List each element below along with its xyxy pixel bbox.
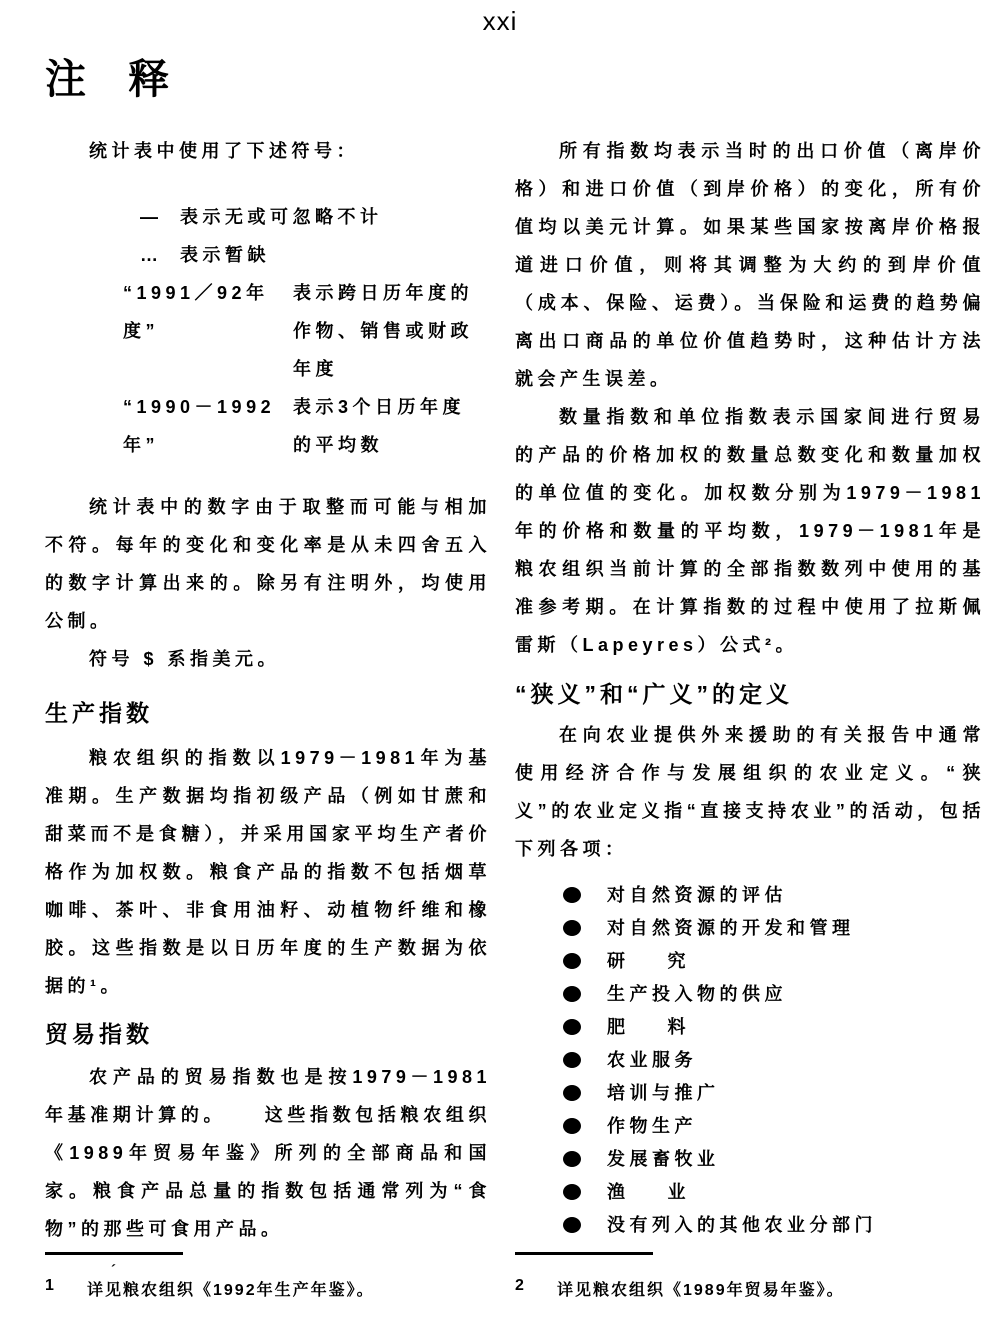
bullet-icon: [563, 1085, 581, 1101]
dollar-paragraph: 符号 $ 系指美元。: [89, 649, 281, 669]
footnote-text: 详见粮农组织《1992年生产年鉴》。: [87, 1282, 375, 1299]
page-title: 注 释: [45, 56, 172, 102]
list-item: [515, 1109, 985, 1142]
symbol-row-split-year: [45, 274, 491, 388]
bullet-icon: [563, 1151, 581, 1167]
footnote-number: 2: [515, 1277, 526, 1294]
bullet-icon: [563, 1052, 581, 1068]
definitions-heading: “狭义”和“广义”的定义: [515, 681, 793, 707]
symbol-meaning: 表示跨日历年度的作物、销售或财政年度: [293, 283, 473, 379]
footnote-rule: [45, 1252, 183, 1255]
agriculture-activities-list: [515, 878, 985, 1241]
list-item-label: 肥 料: [607, 1016, 691, 1037]
symbol-term: “1991／92年度”: [123, 283, 269, 341]
scan-artifact-mark: ´: [111, 1262, 118, 1279]
list-item: [515, 1076, 985, 1109]
list-item-label: 发展畜牧业: [607, 1148, 720, 1169]
left-column: [45, 132, 491, 1248]
trade-index-paragraph: 农产品的贸易指数也是按1979－1981年基准期计算的。 这些指数包括粮农组织《1989年贸易年鉴》所列的全部商品和国家。粮食产品总量的指数包括通常列为“食物”的那些可食用产品。: [45, 1067, 491, 1239]
list-item-label: 研 究: [607, 950, 691, 971]
bullet-icon: [563, 1019, 581, 1035]
list-item: [515, 878, 985, 911]
footnote-rule: [515, 1252, 653, 1255]
bullet-icon: [563, 986, 581, 1002]
bullet-icon: [563, 887, 581, 903]
list-item-label: 农业服务: [607, 1049, 697, 1070]
footnote-line: [45, 1262, 495, 1300]
list-item-label: 对自然资源的评估: [607, 884, 787, 905]
footnote-number: 1: [45, 1277, 56, 1294]
list-item-label: 作物生产: [607, 1115, 697, 1136]
list-item: [515, 1142, 985, 1175]
list-item-label: 培训与推广: [607, 1082, 720, 1103]
symbol-legend: [45, 198, 491, 464]
symbol-row-year-range: [45, 388, 491, 464]
footnote-2: [515, 1252, 985, 1300]
footnote-text: 详见粮农组织《1989年贸易年鉴》。: [557, 1282, 845, 1299]
list-item-label: 没有列入的其他农业分部门: [607, 1214, 877, 1235]
symbol-term: “1990－1992年”: [123, 397, 276, 455]
bullet-icon: [563, 953, 581, 969]
list-item: [515, 1010, 985, 1043]
list-item: [515, 977, 985, 1010]
bullet-icon: [563, 1118, 581, 1134]
symbol-meaning: 表示暂缺: [180, 245, 270, 265]
symbol-meaning: 表示无或可忽略不计: [180, 207, 383, 227]
page-number: xxi: [482, 6, 518, 36]
symbol-row-ellipsis: [45, 236, 491, 274]
list-item: [515, 1175, 985, 1208]
quantity-indices-paragraph: 数量指数和单位指数表示国家间进行贸易的产品的价格加权的数量总数变化和数量加权的单位值的变化。加权数分别为1979－1981年的价格和数量的平均数，1979－1981年是粮农组织当前计算的全部指数数列中使用的基准参考期。在计算指数的过程中使用了拉斯佩雷斯（Lapeyres）公式²。: [515, 407, 985, 655]
list-item: [515, 911, 985, 944]
ellipsis-symbol: …: [140, 245, 163, 265]
symbol-row-dash: [45, 198, 491, 236]
list-item: [515, 1043, 985, 1076]
value-indices-paragraph: 所有指数均表示当时的出口价值（离岸价格）和进口价值（到岸价格）的变化，所有价值均以美元计算。如果某些国家按离岸价格报道进口价值，则将其调整为大约的到岸价值（成本、保险、运费）。当保险和运费的趋势偏离出口商品的单位价值趋势时，这种估计方法就会产生误差。: [515, 141, 985, 389]
footnote-line: [515, 1277, 985, 1300]
list-item-label: 生产投入物的供应: [607, 983, 787, 1004]
production-index-paragraph: 粮农组织的指数以1979－1981年为基准期。生产数据均指初级产品（例如甘蔗和甜菜而不是食糖），并采用国家平均生产者价格作为加权数。粮食产品的指数不包括烟草咖啡、茶叶、非食用油籽、动植物纤维和橡胶。这些指数是以日历年度的生产数据为依据的¹。: [45, 748, 491, 996]
symbol-meaning: 表示3个日历年度的平均数: [293, 397, 466, 455]
rounding-paragraph: 统计表中的数字由于取整而可能与相加不符。每年的变化和变化率是从未四舍五入的数字计算出来的。除另有注明外，均使用公制。: [45, 497, 491, 631]
symbols-intro: 统计表中使用了下述符号：: [89, 141, 359, 161]
list-item: [515, 1208, 985, 1241]
production-index-heading: 生产指数: [45, 700, 153, 726]
trade-index-heading: 贸易指数: [45, 1021, 153, 1047]
dash-symbol: —: [140, 207, 163, 227]
definitions-paragraph: 在向农业提供外来援助的有关报告中通常使用经济合作与发展组织的农业定义。“狭义”的农业定义指“直接支持农业”的活动，包括下列各项：: [515, 725, 985, 859]
bullet-icon: [563, 1184, 581, 1200]
right-column: [515, 132, 985, 1241]
list-item: [515, 944, 985, 977]
list-item-label: 渔 业: [607, 1181, 691, 1202]
footnote-1: [45, 1252, 495, 1300]
list-item-label: 对自然资源的开发和管理: [607, 917, 855, 938]
bullet-icon: [563, 920, 581, 936]
bullet-icon: [563, 1217, 581, 1233]
